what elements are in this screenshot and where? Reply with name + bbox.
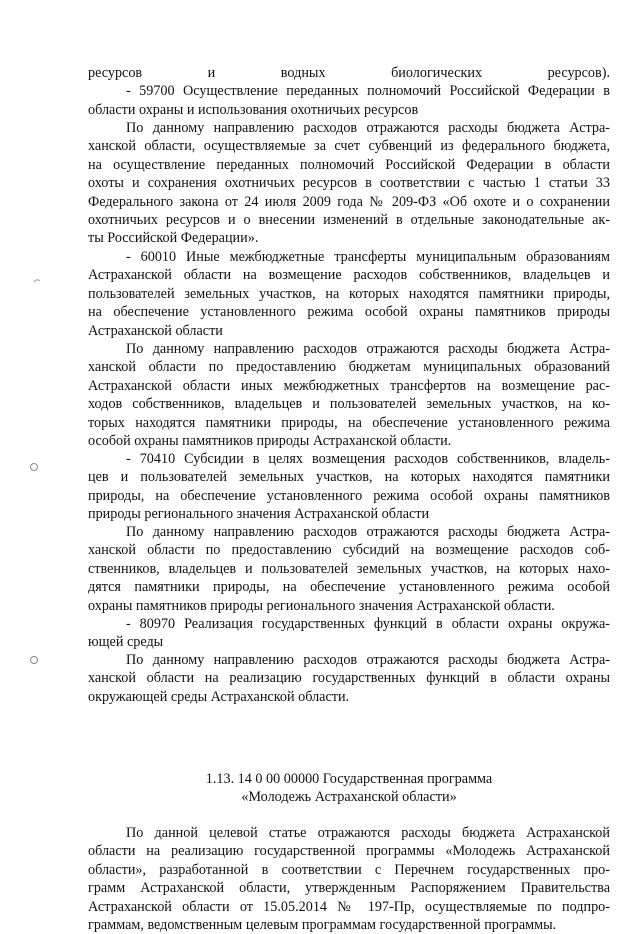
paragraph: [88, 119, 610, 248]
section-heading: [88, 770, 610, 807]
text-line: Астраханской области на возмещение расходов собственников, владельцев и: [88, 267, 610, 284]
text-line: ханской области по предоставлению субсидий на возмещение расходов соб-: [88, 542, 610, 559]
paragraph: [88, 450, 610, 524]
scan-mark-2: [29, 462, 39, 472]
text-line: области», разработанной в соответствии с Перечнем государственных про-: [88, 861, 610, 878]
paragraph: [88, 824, 610, 934]
text-line: грамм Астраханской области, утвержденным Распоряжением Правительства: [88, 880, 610, 897]
paragraph: [88, 248, 610, 340]
text-line: По данному направлению расходов отражаются расходы бюджета Астра-: [126, 341, 610, 357]
text-line: - 80970 Реализация государственных функций в области охраны окружа-: [126, 616, 610, 632]
text-line: цев и пользователей земельных участков, на которых находятся памятники: [88, 469, 610, 486]
text-line: ресурсов и водных биологических ресурсов).: [88, 65, 610, 81]
text-line: Астраханской области иных межбюджетных трансфертов на возмещение рас-: [88, 377, 610, 394]
text-line: пользователей земельных участков, на которых находятся памятники природы,: [88, 285, 610, 302]
paragraph: [88, 523, 610, 615]
text-line: - 59700 Осуществление переданных полномочий Российской Федерации в: [126, 83, 610, 100]
text-line: области охраны и использования охотничьих ресурсов: [88, 101, 419, 118]
text-line: По данному направлению расходов отражаются расходы бюджета Астра-: [126, 652, 610, 668]
scan-mark-1: [32, 276, 42, 286]
text-line: Астраханской области: [88, 322, 223, 339]
scan-mark-3: [29, 655, 39, 665]
text-line: дятся памятники природы, на обеспечение установленного режима особой: [88, 579, 610, 596]
text-line: Федерального закона от 24 июля 2009 года № 209-ФЗ «Об охоте и о сохранении: [88, 193, 610, 210]
text-line: По данному направлению расходов отражаются расходы бюджета Астра-: [126, 120, 610, 136]
text-line: ханской области по предоставлению бюджетам муниципальных образований: [88, 359, 610, 376]
text-line: области на реализацию государственной программы «Молодежь Астраханской: [88, 843, 610, 860]
text-line: охоты и сохранения охотничьих ресурсов в соответствии с частью 1 статьи 33: [88, 175, 610, 192]
text-line: охраны памятников природы регионального значения Астраханской области.: [88, 597, 555, 614]
text-line: окружающей среды Астраханской области.: [88, 688, 350, 705]
text-line: на обеспечение установленного режима особой охраны памятников природы: [88, 304, 610, 321]
text-line: ходов собственников, владельцев и пользователей земельных участков, на ко-: [88, 396, 610, 413]
text-line: Астраханской области от 15.05.2014 № 197-Пр, осуществляемые по подпро-: [88, 898, 610, 915]
text-line: - 70410 Субсидии в целях возмещения расходов собственников, владель-: [126, 451, 610, 467]
text-line: ющей среды: [88, 634, 164, 651]
text-line: охотничьих ресурсов и о внесении изменений в отдельные законодательные ак-: [88, 211, 610, 228]
text-line: По данному направлению расходов отражаются расходы бюджета Астра-: [126, 524, 610, 540]
text-line: ственников, владельцев и пользователей земельных участков, на которых нахо-: [88, 560, 610, 577]
text-line: граммам, ведомственным целевым программам государственной программы.: [88, 916, 557, 933]
text-line: на осуществление переданных полномочий Российской Федерации в области: [88, 156, 610, 173]
paragraph: [88, 651, 610, 706]
text-line: - 60010 Иные межбюджетные трансферты муниципальным образованиям: [126, 249, 610, 265]
text-line: ты Российской Федерации».: [88, 230, 259, 247]
text-line: природы, на обеспечение установленного режима особой охраны памятников: [88, 487, 610, 504]
text-line: По данной целевой статье отражаются расходы бюджета Астраханской: [126, 825, 610, 841]
paragraph: [88, 615, 610, 652]
paragraph: [88, 64, 610, 119]
text-line: природы регионального значения Астраханской области: [88, 506, 430, 523]
text-line: ханской области на реализацию государственных функций в области охраны: [88, 670, 610, 687]
text-line: ханской области, осуществляемые за счет субвенций из федерального бюджета,: [88, 138, 610, 155]
heading-line-1: 1.13. 14 0 00 00000 Государственная программа: [205, 771, 493, 787]
text-line: особой охраны памятников природы Астраханской области.: [88, 432, 452, 449]
paragraph: [88, 340, 610, 450]
text-line: торых находятся памятники природы, на обеспечение установленного режима: [88, 414, 610, 431]
heading-line-2: «Молодежь Астраханской области»: [241, 789, 457, 806]
